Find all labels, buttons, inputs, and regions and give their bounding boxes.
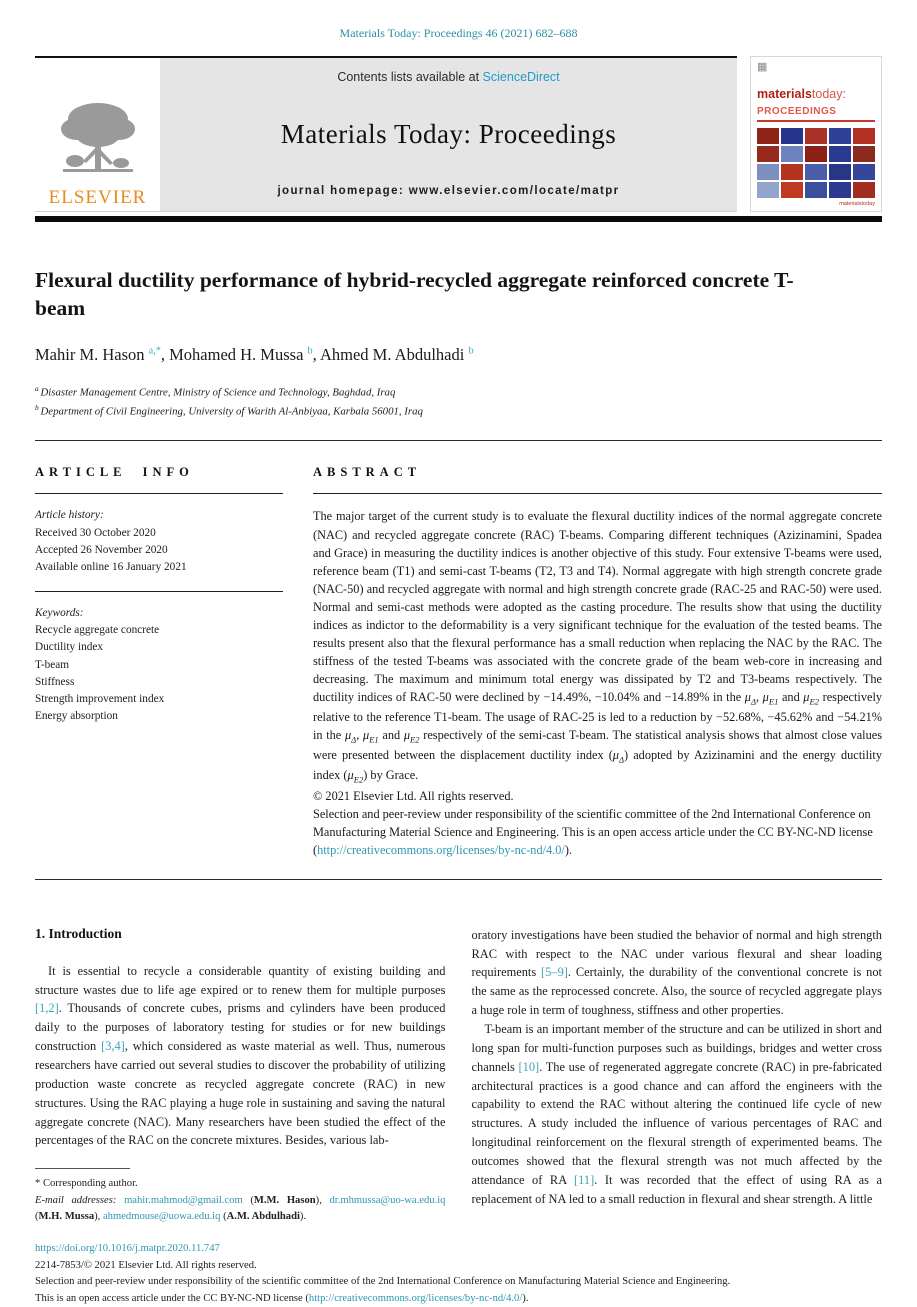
text-segment: It is essential to recycle a considerable quantity of existing building and structure wastes due to life age expired or to renew them for multiple purposes: [35, 963, 446, 997]
section-divider-bottom: [35, 879, 882, 880]
text-segment: ,: [356, 728, 363, 743]
text-segment: ).: [522, 1292, 529, 1304]
journal-cover-thumbnail[interactable]: [750, 56, 882, 212]
text-segment: ),: [94, 1211, 103, 1223]
article-info-heading: ARTICLE INFO: [35, 465, 194, 480]
text-segment: (: [242, 1194, 254, 1206]
text-segment: . It was recorded that the effect of using RA as a replacement of NA led to a small reduction in flexural and shear strength. A little: [471, 1172, 882, 1206]
text-segment: Δ: [351, 734, 357, 745]
text-segment: μ: [362, 728, 370, 743]
text-segment: Department of Civil Engineering, University of Warith Al-Anbiyaa, Karbala 56001, Iraq: [40, 405, 423, 418]
cover-tile: [853, 128, 875, 144]
text-segment: , which considered as waste material as well. Thus, numerous researchers have carried out several studies to discover the probability of utilizing production waste concrete as recycled aggregate concrete (RAC) in new structures. Using the RAC playing a huge role in sustaining and saving the natural aggregate concrete (NAC). Many researchers have been studied the effect of the percentages of the RAC on the concrete mixtures. Besides, various lab-: [35, 1039, 446, 1148]
text-segment: [11]: [574, 1172, 595, 1187]
journal-title: Materials Today: Proceedings: [280, 119, 617, 149]
author-list: [35, 345, 882, 365]
text-segment: E2: [809, 696, 820, 707]
abstract-body: [313, 507, 882, 786]
intro-left-column: [35, 926, 446, 1226]
text-segment: T-beam is an important member of the structure and can be utilized in short and long span for multi-function purposes such as buildings, bridges and wetter cross channels: [471, 1022, 882, 1074]
email-link-abdulhadi[interactable]: ahmedmouse@uowa.edu.iq: [102, 1211, 221, 1223]
text-segment: b: [468, 345, 474, 357]
cover-brand-proceedings: PROCEEDINGS: [757, 106, 837, 117]
cover-tile: [757, 182, 779, 198]
article-title: Flexural ductility performance of hybrid-recycled aggregate reinforced concrete T-beam: [35, 268, 794, 321]
affiliation-b: [35, 402, 882, 421]
text-segment: [5–9]: [541, 965, 568, 980]
text-segment: Δ: [618, 754, 625, 765]
article-info-column: [35, 465, 283, 858]
selection-statement: Selection and peer-review under responsibility of the scientific committee of the 2nd International Conference on Manufacturing Material Science and Engineering.: [35, 1276, 731, 1288]
journal-citation: Materials Today: Proceedings 46 (2021) 682–688: [339, 26, 578, 40]
text-segment: (: [35, 1211, 39, 1223]
cover-tile: [805, 146, 827, 162]
text-segment: ).: [564, 842, 572, 857]
text-segment: . Thousands of concrete cubes, prisms and cylinders have been produced daily to the purposes of laboratory testing for studies or for new buildings construction: [35, 1001, 446, 1054]
cover-tile: [805, 182, 827, 198]
text-segment: ) adopted by Azizinamini and the energy ductility index (: [313, 748, 882, 783]
doi-link[interactable]: https://doi.org/10.1016/j.matpr.2020.11.747: [35, 1243, 220, 1255]
cover-tile: [757, 164, 779, 180]
journal-header: [35, 56, 882, 212]
cover-brand: [757, 86, 875, 122]
header-divider-bar: [35, 216, 882, 222]
text-segment: and: [378, 728, 404, 743]
cover-tile: [757, 128, 779, 144]
cover-tile: [781, 164, 803, 180]
intro-right-column: [472, 926, 883, 1226]
cover-tile: [805, 164, 827, 180]
sciencedirect-link[interactable]: ScienceDirect: [482, 70, 560, 84]
intro-paragraph-3: [472, 1020, 883, 1208]
text-segment: oratory investigations have been studied the behavior of normal and high strength RAC with respect to the NAC under various flexural and shear loading requirements: [471, 927, 882, 980]
text-segment: , Ahmed M. Abdulhadi: [312, 344, 469, 364]
cover-tile: [757, 146, 779, 162]
article-history-label: Article history:: [35, 509, 104, 522]
text-segment: E2: [353, 774, 364, 785]
intro-paragraph-2: [472, 926, 883, 1020]
corresponding-author-note: * Corresponding author.: [35, 1178, 138, 1190]
text-segment: μ: [344, 728, 352, 743]
cover-tile: [829, 146, 851, 162]
keyword-item: Recycle aggregate concrete: [35, 624, 160, 637]
text-segment: μ: [347, 768, 354, 783]
text-segment: M.M. Hason: [253, 1194, 316, 1206]
text-segment: respectively relative to the reference T1-beam. The usage of RAC-25 is led to a reduction by −52.68%, −45.62% and −54.21% in the: [313, 690, 883, 743]
elsevier-tree-icon: [55, 97, 141, 185]
intro-paragraph-1: [35, 962, 446, 1150]
cover-brand-materials: materials: [757, 87, 812, 101]
keyword-item: Strength improvement index: [35, 692, 165, 705]
affiliations: [35, 383, 882, 421]
history-available: Available online 16 January 2021: [35, 560, 187, 573]
text-segment: M.H. Mussa: [38, 1211, 95, 1223]
text-segment: E-mail addresses:: [35, 1194, 125, 1206]
text-segment: and: [778, 690, 804, 705]
keyword-item: Energy absorption: [35, 710, 118, 723]
cover-tile: [853, 146, 875, 162]
history-accepted: Accepted 26 November 2020: [35, 543, 168, 556]
text-segment: ,: [756, 690, 763, 705]
text-segment: E2: [410, 734, 420, 745]
text-segment: μ: [744, 690, 751, 705]
history-received: Received 30 October 2020: [35, 526, 156, 539]
info-abstract-section: [35, 441, 882, 858]
text-segment: b: [307, 345, 313, 357]
keywords-rule: [35, 591, 283, 592]
text-segment: μ: [403, 728, 410, 743]
abstract-heading: ABSTRACT: [313, 465, 422, 480]
email-link-hason[interactable]: mahir.mahmod@gmail.com: [124, 1194, 243, 1206]
open-access-statement: [35, 1291, 882, 1307]
cover-brand-today: today:: [811, 87, 846, 101]
cover-tile: [805, 128, 827, 144]
text-segment: [3,4]: [101, 1039, 125, 1054]
cover-tile: [781, 146, 803, 162]
abstract-copyright: © 2021 Elsevier Ltd. All rights reserved.: [313, 788, 514, 803]
text-segment: respectively of the semi-cast T-beam. The statistical analysis shows that almost close values were presented between the displacement ductility index (: [313, 728, 882, 763]
cc-license-link-footer[interactable]: http://creativecommons.org/licenses/by-nc-nd/4.0/: [308, 1292, 523, 1304]
cover-tile: [781, 182, 803, 198]
cover-footer-text: materialstoday: [839, 201, 875, 207]
journal-masthead: [160, 58, 737, 211]
elsevier-logo[interactable]: [35, 58, 160, 211]
cover-tile: [781, 128, 803, 144]
text-segment: E1: [369, 734, 379, 745]
affiliation-a: [35, 383, 882, 402]
email-addresses: [35, 1193, 446, 1226]
abstract-column: [313, 465, 882, 858]
text-segment: ) by Grace.: [363, 768, 419, 783]
text-segment: [10]: [518, 1059, 540, 1074]
text-segment: b: [35, 402, 41, 412]
keyword-item: T-beam: [35, 658, 70, 671]
cover-tile: [829, 182, 851, 198]
text-segment: ),: [315, 1194, 330, 1206]
cc-license-link[interactable]: http://creativecommons.org/licenses/by-nc-nd/4.0/: [317, 842, 565, 857]
text-segment: Disaster Management Centre, Ministry of Science and Technology, Baghdad, Iraq: [40, 386, 396, 399]
elsevier-wordmark: ELSEVIER: [48, 187, 147, 208]
text-segment: μ: [803, 690, 810, 705]
abstract-rule: [313, 493, 882, 494]
cover-tile: [853, 182, 875, 198]
text-segment: a,*: [148, 345, 161, 357]
text-segment: ).: [299, 1211, 307, 1223]
text-segment: . Certainly, the durability of the conventional concrete is not the same as the reprocessed concrete. Also, the source of recycled aggregate plays a huge role in term of toughness, stiffness and other properties.: [471, 965, 882, 1018]
text-segment: Selection and peer-review under responsibility of the scientific committee of the 2nd International Conference on Manufacturing Material Science and Engineering. This is an open access article under the CC BY-NC-ND license (: [313, 806, 873, 857]
journal-banner: [35, 56, 737, 212]
introduction-section: [35, 926, 882, 1226]
text-segment: The major target of the current study is to evaluate the flexural ductility indices of the normal aggregate concrete (NAC) and recycled aggregate concrete (RAC) T-beams. Comparing different techniques (Azizinamini, Spadea and Grace) in measuring the ductility indices is another objective of this study. Four extensive T-beams were used, reference beam (T1) and semi-cast T-beams (T2, T3 and T4). Normal aggregate with high strength concrete grade (NAC-50) and recycled aggregate with normal and high strength concrete grade (RAC-25 and RAC-50) were used. Normal and semi-cast methods were adopted as the casting procedure. The results show that using the ductility indices as indictor to the deformability is a very significant technique for the evaluation of the tested beams. The results present also that the flexural performance has a small reduction when replacing the NAC by the RAC. The stiffness of the tested T-beams was associated with the concrete grade of the beam web-core in increasing and decreasing. The maximum and minimum total energy was dissipated by T2 and T3-beams respectively. The ductility indices of RAC-50 were declined by −14.49%, −10.04% and −14.89% in the: [313, 509, 882, 705]
email-link-mussa[interactable]: dr.mhmussa@uo-wa.edu.iq: [329, 1194, 446, 1206]
cover-tile: [829, 128, 851, 144]
keywords-block: [35, 605, 283, 725]
text-segment: Δ: [750, 696, 756, 707]
text-segment: [1,2]: [35, 1001, 59, 1016]
keyword-item: Ductility index: [35, 641, 104, 654]
contents-line: [168, 70, 729, 84]
article-history: [35, 507, 283, 576]
text-segment: , Mohamed H. Mussa: [160, 344, 308, 364]
text-segment: E1: [768, 696, 779, 707]
text-segment: A.M. Abdulhadi: [226, 1211, 300, 1223]
text-segment: . The use of regenerated aggregate concrete (RAC) in pre-fabricated architectural practices is a good chance and can afford the engineers with the capability to extend the RAC without altering the continued life cycle of new structures. A study included the influence of various percentages of RAC and longitudinal reinforcement on the flexural strength of experimented beams. The outcomes showed that the flexural strength was not much affected by the attendance of RA: [471, 1059, 882, 1187]
cover-tile: [853, 164, 875, 180]
page-footer: [35, 1241, 882, 1307]
materials-today-cover-mark-icon: ▦: [757, 61, 768, 73]
footnote-rule: [35, 1168, 130, 1169]
text-segment: Mahir M. Hason: [35, 344, 149, 364]
cover-tile: [829, 164, 851, 180]
introduction-heading: 1. Introduction: [35, 925, 122, 941]
keyword-item: Stiffness: [35, 675, 75, 688]
contents-prefix: Contents lists available at: [337, 70, 483, 84]
text-segment: (: [220, 1211, 227, 1223]
article-info-rule: [35, 493, 283, 494]
cover-tile-grid: [757, 128, 875, 198]
cover-red-rule: [757, 120, 875, 122]
text-segment: This is an open access article under the CC BY-NC-ND license (: [35, 1292, 309, 1304]
text-segment: μ: [612, 748, 619, 763]
abstract-license: [313, 805, 882, 859]
keywords-label: Keywords:: [35, 607, 84, 620]
text-segment: a: [35, 383, 41, 393]
issn-copyright-line: 2214-7853/© 2021 Elsevier Ltd. All rights reserved.: [35, 1259, 257, 1271]
text-segment: μ: [762, 690, 769, 705]
footnote-block: [35, 1168, 446, 1225]
journal-homepage-link[interactable]: journal homepage: www.elsevier.com/locate/matpr: [277, 185, 620, 197]
